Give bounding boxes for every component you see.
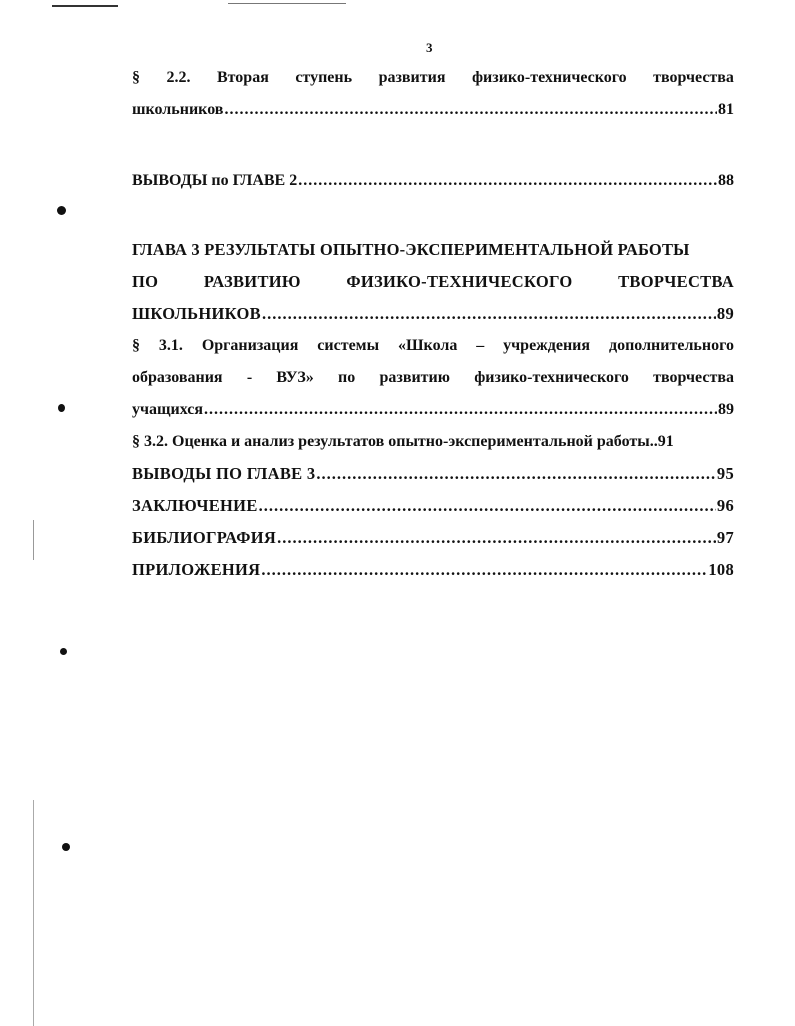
punch-hole-mark — [57, 206, 66, 215]
leader-dots — [259, 490, 716, 522]
toc-word: – — [476, 337, 485, 354]
toc-word: «Школа — [397, 337, 458, 354]
toc-entry-chapter-3-line1[interactable] — [132, 234, 734, 266]
toc-entry-ch3-conclusions[interactable] — [132, 458, 734, 490]
table-of-contents — [132, 62, 734, 586]
toc-entry-appendices[interactable] — [132, 554, 734, 586]
scan-artifact-line — [33, 520, 34, 560]
scan-artifact-line — [228, 3, 346, 4]
toc-word: по — [338, 369, 356, 386]
punch-hole-mark — [58, 404, 65, 412]
toc-page-number: 89 — [716, 304, 734, 323]
toc-entry-conclusion[interactable] — [132, 490, 734, 522]
toc-word: Вторая — [216, 69, 269, 86]
leader-dots — [262, 298, 716, 330]
toc-entry-title: БИБЛИОГРАФИЯ — [132, 528, 277, 547]
toc-entry-chapter-3[interactable] — [132, 298, 734, 330]
toc-entry-title: ПРИЛОЖЕНИЯ — [132, 560, 261, 579]
toc-entry-3-1[interactable] — [132, 394, 734, 426]
toc-page-number: 97 — [716, 528, 734, 547]
toc-entry-chapter-3-line2 — [132, 266, 734, 298]
toc-word: 2.2. — [166, 69, 191, 86]
toc-entry-title: ВЫВОДЫ ПО ГЛАВЕ 3 — [132, 464, 316, 483]
toc-entry-2-2[interactable] — [132, 94, 734, 126]
leader-dots — [298, 165, 717, 197]
toc-word: § — [132, 69, 140, 86]
toc-entry-title: школьников — [132, 101, 224, 118]
toc-word: Организация — [201, 337, 299, 354]
toc-word: ПО — [132, 272, 159, 291]
toc-word: ВУЗ» — [276, 369, 314, 386]
toc-word: ФИЗИКО-ТЕХНИЧЕСКОГО — [346, 272, 573, 291]
leader-dots — [224, 94, 717, 126]
toc-word: физико-технического — [474, 369, 629, 386]
toc-page-number: 88 — [718, 172, 734, 189]
scan-artifact-line — [52, 5, 118, 7]
toc-page-number: 96 — [716, 496, 734, 515]
toc-page-number: 81 — [718, 101, 734, 118]
toc-word: 3.1. — [158, 337, 183, 354]
toc-word: - — [246, 369, 253, 386]
toc-entry-title: ЗАКЛЮЧЕНИЕ — [132, 496, 258, 515]
toc-entry-title: ВЫВОДЫ по ГЛАВЕ 2 — [132, 172, 298, 189]
toc-word: развития — [378, 69, 446, 86]
punch-hole-mark — [60, 648, 67, 655]
punch-hole-mark — [62, 843, 70, 851]
toc-word: дополнительного — [608, 337, 734, 354]
toc-entry-title: § 3.2. Оценка и анализ результатов опытно-экспериментальной работы..91 — [132, 433, 674, 450]
toc-entry-3-1-line1 — [132, 330, 734, 362]
toc-entry-title: ШКОЛЬНИКОВ — [132, 304, 261, 323]
scan-artifact-line — [33, 800, 34, 1026]
toc-page-number: 89 — [718, 401, 734, 418]
toc-entry-title: ГЛАВА 3 РЕЗУЛЬТАТЫ ОПЫТНО-ЭКСПЕРИМЕНТАЛЬНОЙ РАБОТЫ — [132, 240, 690, 259]
toc-word: творчества — [653, 369, 734, 386]
toc-word: системы — [317, 337, 380, 354]
toc-word: образования — [132, 369, 223, 386]
toc-entry-bibliography[interactable] — [132, 522, 734, 554]
toc-entry-title: учащихся — [132, 401, 204, 418]
toc-entry-ch2-conclusions[interactable] — [132, 165, 734, 197]
leader-dots — [261, 554, 707, 586]
leader-dots — [316, 458, 715, 490]
toc-word: ступень — [295, 69, 353, 86]
toc-word: РАЗВИТИЮ — [203, 272, 301, 291]
toc-word: ТВОРЧЕСТВА — [618, 272, 734, 291]
toc-word: физико-технического — [471, 69, 627, 86]
toc-entry-3-1-line2 — [132, 362, 734, 394]
toc-word: учреждения — [503, 337, 591, 354]
toc-entry-2-2-line1 — [132, 62, 734, 94]
toc-page-number: 95 — [716, 464, 734, 483]
toc-page-number: 108 — [708, 560, 734, 579]
toc-word: § — [132, 337, 140, 354]
leader-dots — [277, 522, 716, 554]
toc-entry-3-2[interactable] — [132, 426, 734, 458]
toc-word: развитию — [379, 369, 450, 386]
leader-dots — [204, 394, 717, 426]
toc-word: творчества — [653, 69, 734, 86]
